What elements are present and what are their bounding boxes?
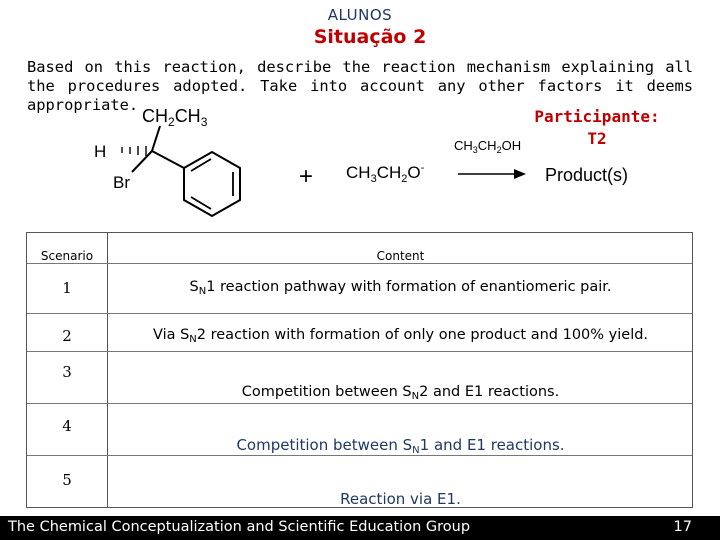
hydrogen-label: H (94, 142, 107, 161)
content-cell: Competition between $S_N1$ and E1 reactions. (236, 436, 565, 456)
content-cell: Reaction via E1. (340, 490, 461, 508)
product-label: Product(s) (545, 165, 629, 185)
hash-wedge (122, 146, 146, 156)
footer-bar (0, 516, 720, 540)
row-divider (27, 403, 692, 404)
row-divider (27, 351, 692, 352)
arrow-head (514, 169, 526, 179)
scenario-header: Scenario (40, 249, 94, 263)
scenario-cell: 2 (62, 327, 72, 345)
ethyl-label: $CH_2CH_3$ (142, 106, 208, 129)
solvent-label: $CH_3CH_2OH$ (454, 138, 522, 155)
benzene-ring (184, 152, 240, 216)
content-cell: Via $S_N2$ reaction with formation of only one product and 100% yield. (152, 327, 649, 345)
plus-sign: + (299, 163, 314, 190)
bromine-bond (132, 151, 152, 172)
scenario-cell: 5 (62, 471, 72, 489)
content-cell: $S_N1$ reaction pathway with formation of enantiomeric pair. (189, 279, 612, 297)
participant-value: T2 (587, 129, 607, 148)
question-text: Based on this reaction, describe the reaction mechanism explaining all the procedures adopted. Take into account any other factors it deems appropriate. (27, 58, 693, 114)
reaction-scheme (80, 96, 680, 236)
scenario-table (26, 232, 693, 508)
page-number: 17 (673, 519, 692, 535)
column-divider (107, 233, 108, 507)
content-header: Content (376, 249, 425, 263)
group-label: ALUNOS (327, 6, 393, 24)
nucleophile-label: $CH_3CH_2O^-$ (346, 162, 425, 185)
row-divider (27, 455, 692, 456)
content-cell: Competition between $S_N2$ and E1 reactions. (241, 384, 560, 402)
participant-label: Participante: (534, 107, 660, 126)
bromine-label: Br (113, 173, 130, 192)
ethyl-bond (152, 126, 160, 151)
scenario-cell: 3 (62, 363, 72, 381)
slide-title: Situação 2 (313, 26, 427, 48)
phenyl-bond (152, 151, 184, 168)
row-divider (27, 263, 692, 264)
scenario-cell: 1 (62, 279, 72, 297)
row-divider (27, 313, 692, 314)
footer-text: The Chemical Conceptualization and Scientific Education Group (8, 519, 471, 535)
scenario-cell: 4 (62, 417, 72, 435)
